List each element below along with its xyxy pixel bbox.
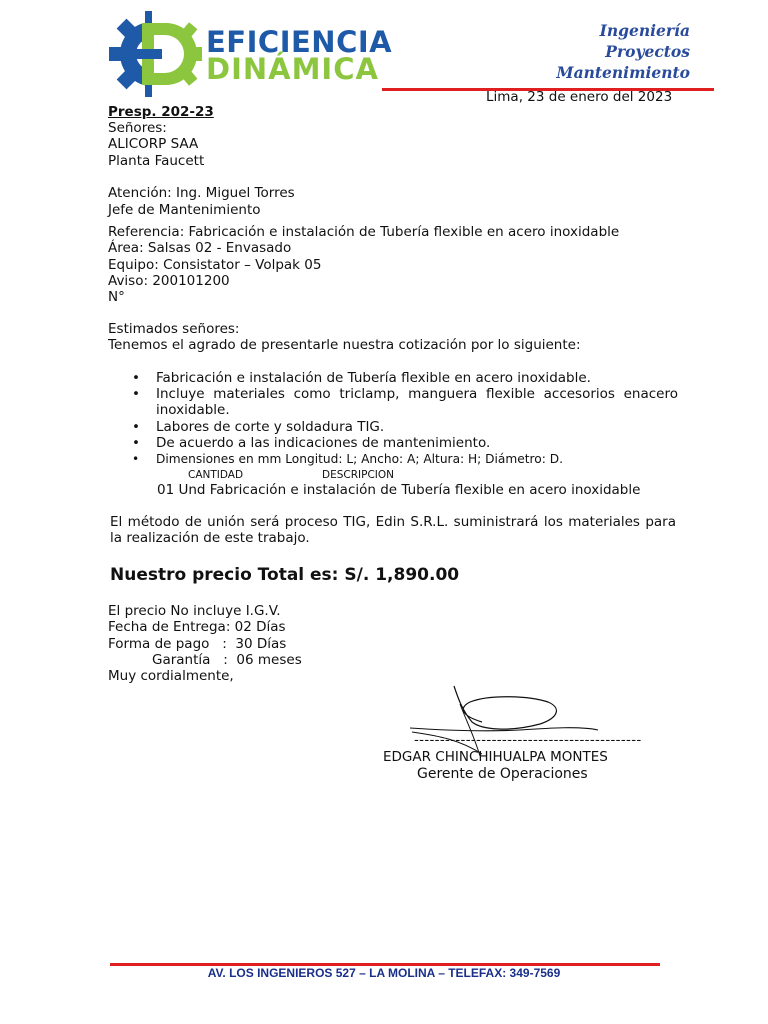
reference-line: Referencia: Fabricación e instalación de Tubería flexible en acero inoxidable xyxy=(108,224,620,240)
salutation-to: Señores: xyxy=(108,120,167,136)
number-label: N° xyxy=(108,289,125,305)
tagline-projects: Proyectos xyxy=(605,42,690,61)
logo-wordmark-bottom: DINÁMICA xyxy=(206,52,379,86)
table-header-description: DESCRIPCION xyxy=(322,469,394,481)
list-item xyxy=(130,370,678,386)
company-logo xyxy=(108,10,204,98)
signer-title: Gerente de Operaciones xyxy=(417,766,588,782)
delivery-date: Fecha de Entrega: 02 Días xyxy=(108,619,286,635)
bullet-marker: • xyxy=(132,418,140,435)
gear-icon xyxy=(108,10,204,98)
intro-text: Tenemos el agrado de presentarle nuestra cotización por lo siguiente: xyxy=(108,337,581,353)
bullet-text: Labores de corte y soldadura TIG. xyxy=(156,418,385,435)
table-row: 01 Und Fabricación e instalación de Tubería flexible en acero inoxidable xyxy=(157,482,641,498)
total-price: Nuestro precio Total es: S/. 1,890.00 xyxy=(110,565,460,585)
table-header-quantity: CANTIDAD xyxy=(188,469,244,481)
bullet-text: Incluye materiales como triclamp, manguera flexible accesorios enacero inoxidable. xyxy=(156,386,678,419)
footer-address: AV. LOS INGENIEROS 527 – LA MOLINA – TELEFAX: 349-7569 xyxy=(207,966,561,980)
list-item xyxy=(130,435,678,451)
list-item xyxy=(130,451,678,467)
bullet-text: Fabricación e instalación de Tubería flexible en acero inoxidable. xyxy=(156,370,591,386)
notice-line: Aviso: 200101200 xyxy=(108,273,230,289)
attention-role: Jefe de Mantenimiento xyxy=(108,202,261,218)
scope-bullet-list xyxy=(130,370,678,467)
greeting: Estimados señores: xyxy=(108,321,240,337)
igv-note: El precio No incluye I.G.V. xyxy=(108,603,281,619)
signer-name: EDGAR CHINCHIHUALPA MONTES xyxy=(383,749,608,765)
closing-line: Muy cordialmente, xyxy=(108,668,234,684)
payment-terms: Forma de pago : 30 Días xyxy=(108,636,287,652)
bullet-text: Dimensiones en mm Longitud: L; Ancho: A; Altura: H; Diámetro: D. xyxy=(156,452,563,467)
recipient-plant: Planta Faucett xyxy=(108,153,205,169)
tagline-maintenance: Mantenimiento xyxy=(556,63,690,82)
letter-date: Lima, 23 de enero del 2023 xyxy=(486,89,673,105)
bullet-text: De acuerdo a las indicaciones de mantenimiento. xyxy=(156,434,491,451)
area-line: Área: Salsas 02 - Envasado xyxy=(108,240,292,256)
signature-line: -------------------------------------------- xyxy=(414,732,642,748)
logo-wordmark-top: EFICIENCIA xyxy=(206,25,393,59)
list-item xyxy=(130,419,678,435)
method-paragraph: El método de unión será proceso TIG, Edin S.R.L. suministrará los materiales para la realización de este trabajo. xyxy=(110,514,676,546)
warranty-terms: Garantía : 06 meses xyxy=(152,652,302,668)
list-item xyxy=(130,386,678,418)
attention-line: Atención: Ing. Miguel Torres xyxy=(108,185,295,201)
bullet-marker: • xyxy=(132,434,140,451)
bullet-marker: • xyxy=(132,386,140,403)
tagline-engineering: Ingeniería xyxy=(599,21,690,40)
bullet-marker: • xyxy=(132,452,140,467)
recipient-company: ALICORP SAA xyxy=(108,136,199,152)
quote-reference-number: Presp. 202-23 xyxy=(108,104,214,120)
bullet-marker: • xyxy=(132,370,140,386)
equipment-line: Equipo: Consistator – Volpak 05 xyxy=(108,257,322,273)
